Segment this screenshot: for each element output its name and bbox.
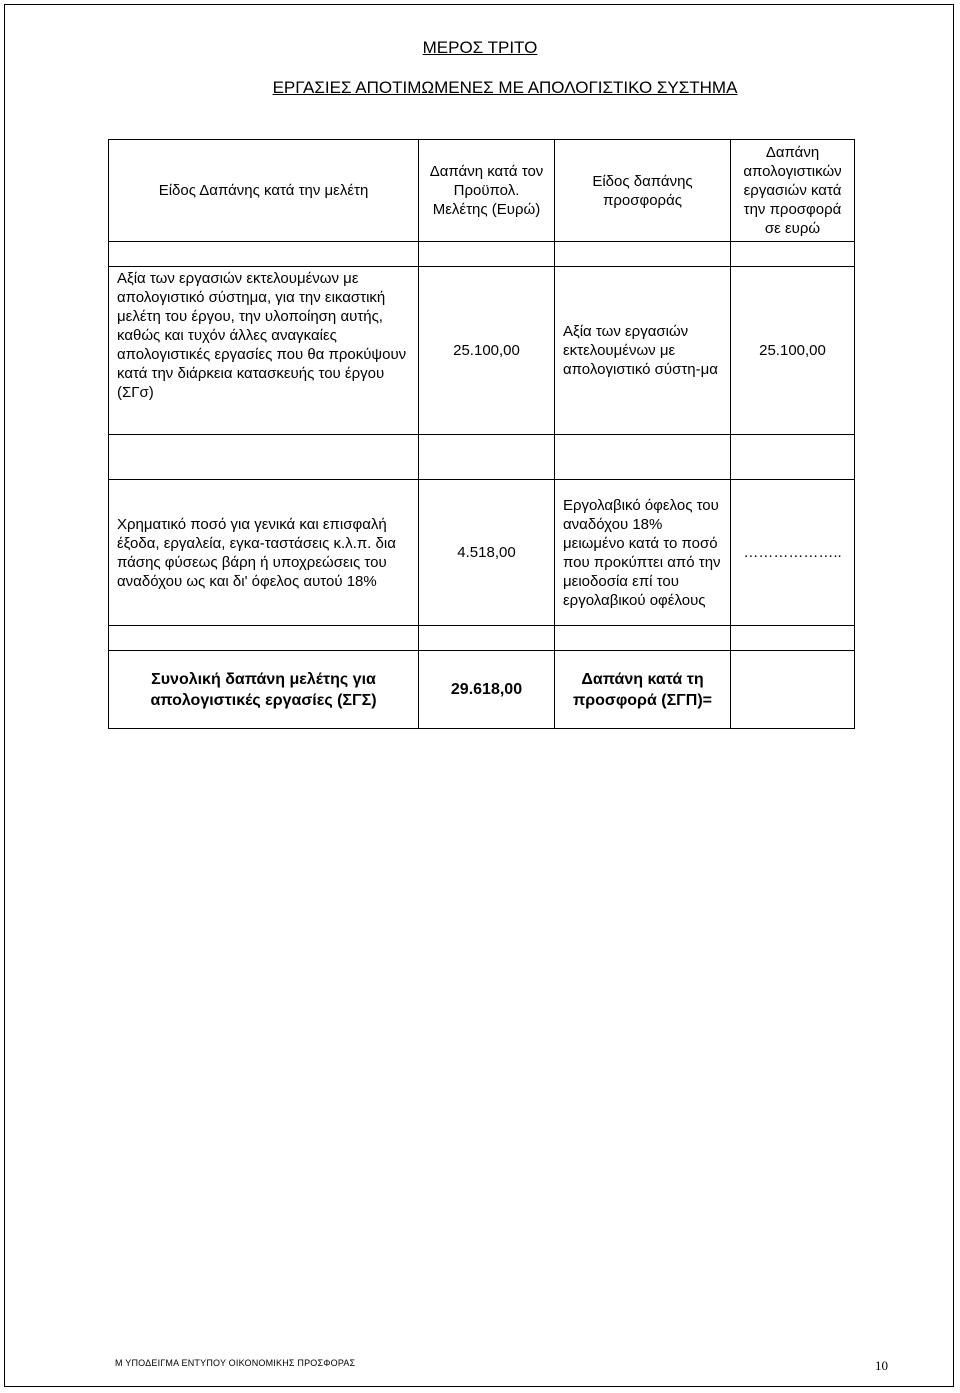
- table-header-row: [109, 140, 855, 242]
- row-offer-cost: ………………..: [731, 480, 855, 626]
- page-title: ΜΕΡΟΣ ΤΡΙΤΟ: [422, 38, 538, 57]
- table-row: [109, 267, 855, 435]
- row-offer-cost: 25.100,00: [731, 267, 855, 435]
- footer-document-title: Μ ΥΠΟΔΕΙΓΜΑ ΕΝΤΥΠΟΥ ΟΙΚΟΝΟΜΙΚΗΣ ΠΡΟΣΦΟΡΑΣ: [115, 1358, 356, 1368]
- table-spacer-row: [109, 435, 855, 480]
- table-totals-row: [109, 651, 855, 729]
- table-row: [109, 480, 855, 626]
- header-cell: Δαπάνη απολογιστικών εργασιών κατά την προσφορά σε ευρώ: [731, 140, 855, 242]
- table-spacer-row: [109, 626, 855, 651]
- header-cell: Είδος Δαπάνης κατά την μελέτη: [109, 140, 419, 242]
- cost-table: [108, 139, 855, 729]
- row-offer-type: Αξία των εργασιών εκτελουμένων με απολογιστικό σύστη-μα: [555, 267, 731, 435]
- total-offer-label: Δαπάνη κατά τη προσφορά (ΣΓΠ)=: [555, 651, 731, 729]
- row-study-cost: 4.518,00: [419, 480, 555, 626]
- row-study-cost: 25.100,00: [419, 267, 555, 435]
- page-number: 10: [875, 1358, 888, 1373]
- page-subtitle: ΕΡΓΑΣΙΕΣ ΑΠΟΤΙΜΩΜΕΝΕΣ ΜΕ ΑΠΟΛΟΓΙΣΤΙΚΟ ΣΥΣΤΗΜΑ: [272, 78, 738, 97]
- row-description: Χρηματικό ποσό για γενικά και επισφαλή έξοδα, εργαλεία, εγκα-ταστάσεις κ.λ.π. δια πάσης φύσεως βάρη ή υποχρεώσεις του αναδόχου ως και δι' όφελος αυτού 18%: [109, 480, 419, 626]
- table-spacer-row: [109, 242, 855, 267]
- total-study-cost: 29.618,00: [419, 651, 555, 729]
- total-label: Συνολική δαπάνη μελέτης για απολογιστικές εργασίες (ΣΓΣ): [109, 651, 419, 729]
- total-offer-cost: [731, 651, 855, 729]
- row-offer-type: Εργολαβικό όφελος του αναδόχου 18% μειωμένο κατά το ποσό που προκύπτει από την μειοδοσία επί του εργολαβικού οφέλους: [555, 480, 731, 626]
- header-cell: Είδος δαπάνης προσφοράς: [555, 140, 731, 242]
- header-cell: Δαπάνη κατά τον Προϋπολ. Μελέτης (Ευρώ): [419, 140, 555, 242]
- row-description: Αξία των εργασιών εκτελουμένων με απολογιστικό σύστημα, για την εικαστική μελέτη του έργου, την υλοποίηση αυτής, καθώς και τυχόν άλλες αναγκαίες απολογιστικές εργασίες που θα προκύψουν κατά την διάρκεια κατασκευής του έργου (ΣΓσ): [109, 267, 419, 435]
